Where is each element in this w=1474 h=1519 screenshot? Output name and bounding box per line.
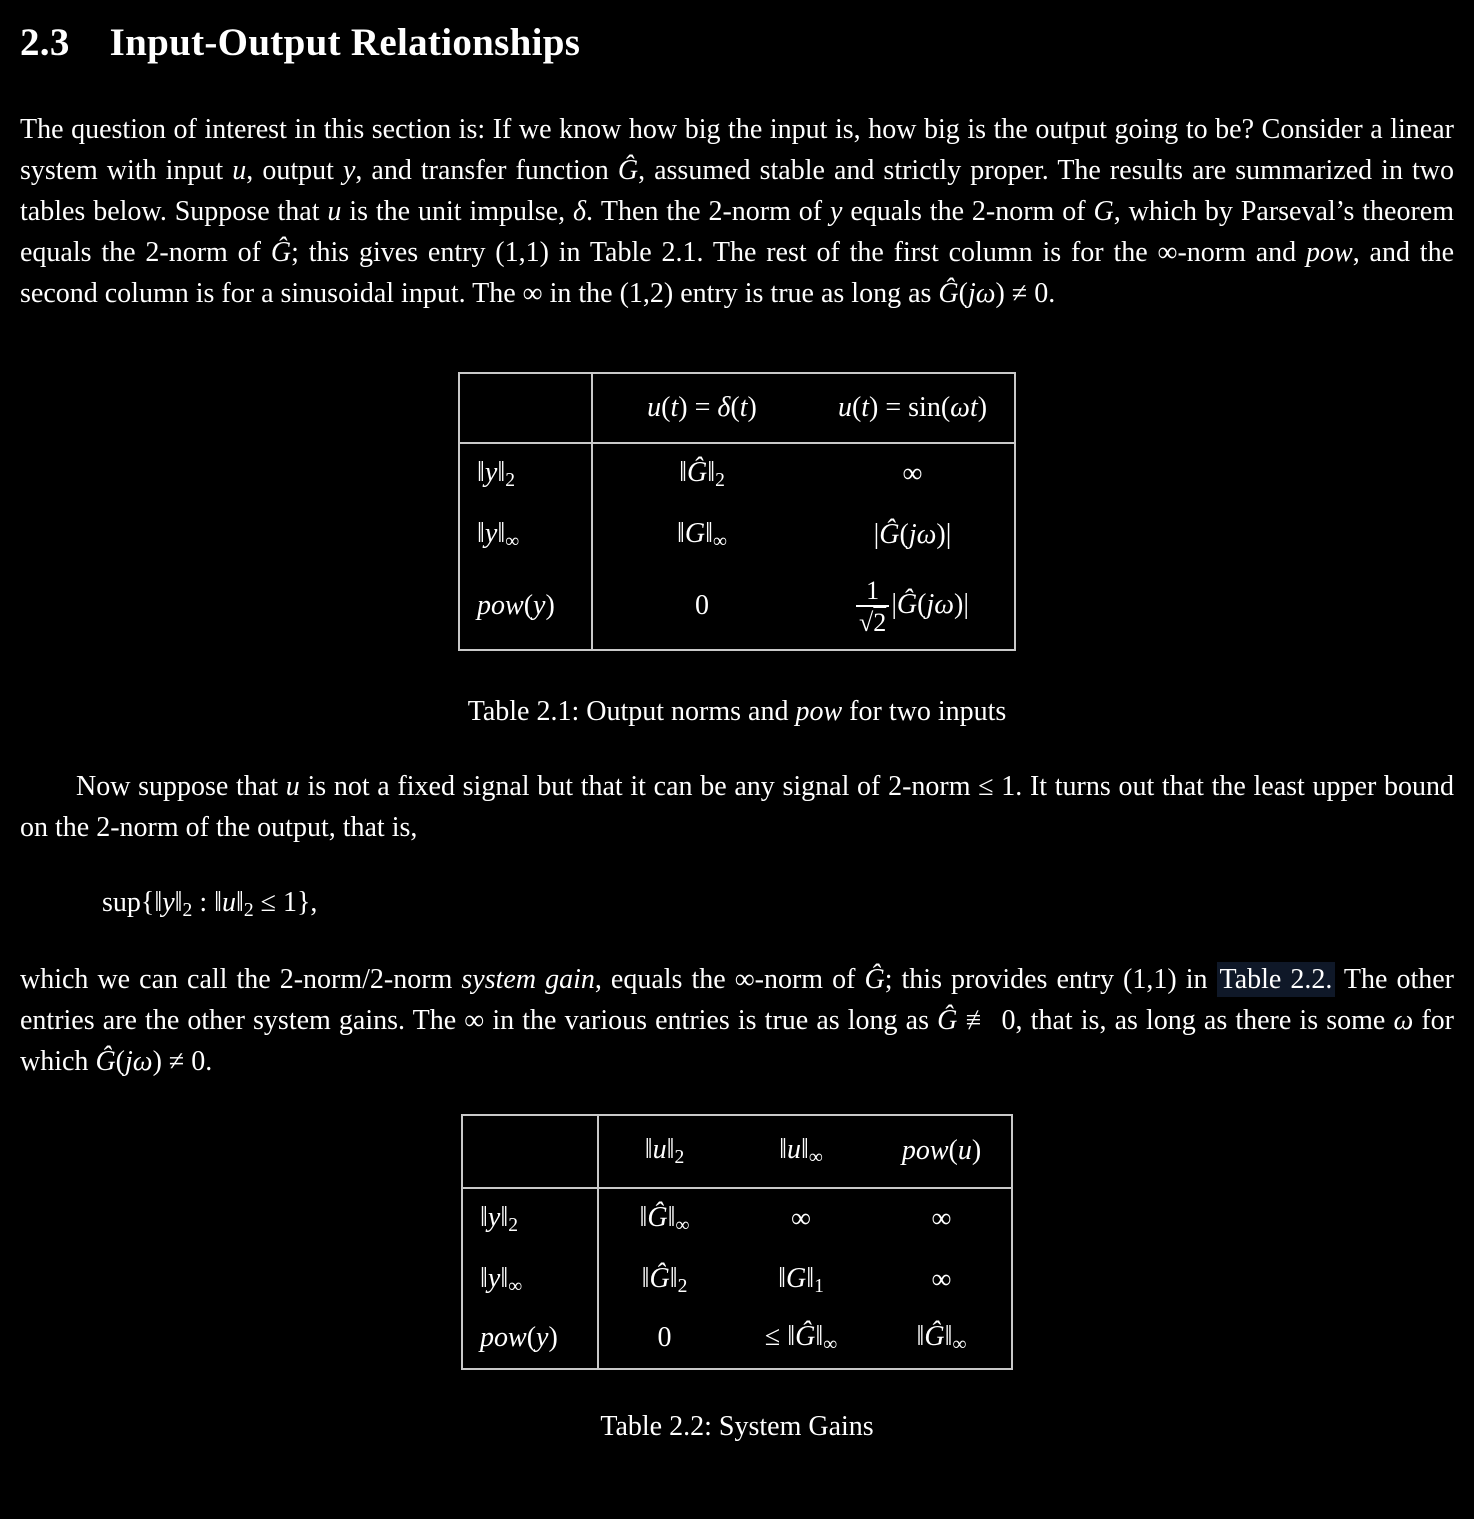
text-run: ‖ bbox=[679, 457, 687, 488]
table-cell bbox=[592, 566, 811, 650]
text-run: ∞ bbox=[508, 1275, 523, 1297]
text-run: jω bbox=[908, 519, 937, 551]
table-2-2-wrapper bbox=[20, 1114, 1454, 1370]
text-run: jω bbox=[926, 588, 955, 620]
text-run: ( bbox=[948, 1135, 958, 1167]
text-run: t bbox=[670, 392, 679, 423]
row-label bbox=[459, 505, 592, 566]
table-row bbox=[462, 1188, 1012, 1250]
text-run: 0 bbox=[695, 590, 709, 622]
table-2-1-wrapper bbox=[20, 372, 1454, 651]
table-2-2-caption bbox=[20, 1406, 1454, 1447]
text-run: ( bbox=[523, 590, 534, 622]
text-run: u bbox=[221, 887, 236, 919]
fraction-denominator bbox=[856, 605, 889, 637]
text-run: ≢ 0, that is, as long as there is some bbox=[957, 1005, 1394, 1037]
table-cell bbox=[811, 566, 1015, 650]
text-run: δ bbox=[573, 196, 587, 227]
text-run: ) bbox=[545, 590, 555, 622]
table-cell bbox=[872, 1311, 1012, 1369]
text-run: The question of interest in this section is: If we know how big the input is, how big is the output going to be? Consider a linear system with input bbox=[20, 114, 1454, 186]
text-run: which we can call the 2-norm/2-norm bbox=[20, 964, 462, 996]
text-run: equals the 2-norm of bbox=[842, 196, 1094, 227]
text-run: Table 2.2: System Gains bbox=[600, 1410, 874, 1442]
table-cell bbox=[811, 443, 1015, 505]
text-run: pow bbox=[477, 590, 524, 622]
text-run: Ĝ bbox=[879, 519, 900, 551]
text-run: ) ≠ 0. bbox=[152, 1046, 213, 1078]
text-run: Table 2.1: Output norms and bbox=[467, 696, 796, 728]
text-run: Ĝ bbox=[617, 155, 639, 186]
table-corner-cell bbox=[462, 1115, 598, 1188]
text-run: ; this gives entry (1,1) in Table 2.1. The rest of the first column is for the ∞-norm and bbox=[291, 237, 1306, 268]
table-cell bbox=[872, 1188, 1012, 1250]
text-run: ( bbox=[661, 392, 671, 423]
text-run: ‖ bbox=[235, 887, 244, 919]
text-run: G bbox=[785, 1262, 807, 1294]
text-run: u bbox=[327, 196, 342, 227]
table-header-row bbox=[459, 373, 1015, 443]
text-run: t bbox=[739, 392, 748, 423]
table-2-2-link[interactable]: Table 2.2. bbox=[1217, 962, 1336, 997]
text-run: ( bbox=[917, 588, 927, 620]
table-cell bbox=[730, 1311, 872, 1369]
text-run: sup{‖ bbox=[102, 887, 163, 919]
text-run: ‖ bbox=[779, 1134, 788, 1166]
section-title: Input-Output Relationships bbox=[109, 21, 581, 64]
table-2-1 bbox=[458, 372, 1016, 651]
row-label bbox=[462, 1250, 598, 1311]
text-run: ) bbox=[747, 392, 757, 423]
text-run: , equals the ∞-norm of bbox=[594, 964, 865, 996]
table-row bbox=[459, 566, 1015, 650]
table-cell bbox=[872, 1250, 1012, 1311]
table-row bbox=[459, 505, 1015, 566]
table-cell bbox=[598, 1311, 730, 1369]
section-number: 2.3 bbox=[20, 21, 70, 64]
text-run: ‖ bbox=[705, 517, 713, 549]
text-run: ) bbox=[548, 1322, 558, 1354]
text-run: ωt bbox=[950, 392, 978, 423]
text-run: ‖ bbox=[497, 457, 506, 488]
table-cell bbox=[592, 443, 811, 505]
text-run: Now suppose that bbox=[76, 771, 286, 803]
text-run: ) = sin( bbox=[869, 392, 951, 423]
text-run: for two inputs bbox=[842, 696, 1007, 728]
text-run: 2 bbox=[182, 900, 193, 922]
table-cell bbox=[598, 1250, 730, 1311]
text-run: y bbox=[830, 196, 843, 227]
text-run: u bbox=[837, 392, 852, 423]
text-run: ( bbox=[526, 1322, 537, 1354]
text-run: ∞ bbox=[952, 1333, 967, 1355]
table-cell bbox=[811, 505, 1015, 566]
table-2-1-caption bbox=[20, 691, 1454, 732]
row-label bbox=[459, 443, 592, 505]
paragraph-gains bbox=[20, 959, 1454, 1082]
text-run: ( bbox=[851, 392, 862, 423]
text-run: y bbox=[533, 590, 546, 622]
text-run: δ bbox=[717, 392, 731, 423]
text-run: ‖ bbox=[477, 457, 485, 488]
text-run: y bbox=[162, 887, 175, 919]
text-run: ) bbox=[971, 1135, 982, 1167]
column-header bbox=[872, 1115, 1012, 1188]
text-run: ) bbox=[977, 392, 988, 423]
text-run: , and transfer function bbox=[355, 155, 618, 186]
text-run: y bbox=[536, 1322, 549, 1354]
row-label bbox=[462, 1311, 598, 1369]
text-run: ‖ bbox=[497, 517, 506, 549]
text-run: ∞ bbox=[902, 458, 923, 490]
text-run: . Then the 2-norm of bbox=[586, 196, 831, 227]
table-cell bbox=[592, 505, 811, 566]
table-header-row bbox=[462, 1115, 1012, 1188]
text-run: ‖ bbox=[669, 1262, 678, 1294]
table-cell bbox=[730, 1250, 872, 1311]
text-run: ∞ bbox=[823, 1333, 838, 1355]
text-run: Ĝ bbox=[647, 1201, 668, 1233]
text-run: ≤ 1}, bbox=[253, 887, 318, 919]
text-run: y bbox=[487, 1201, 501, 1233]
fraction bbox=[856, 576, 889, 637]
text-run: ( bbox=[899, 519, 909, 551]
text-run: Ĝ bbox=[896, 588, 918, 620]
text-run: pow bbox=[1306, 237, 1353, 268]
text-run: y bbox=[484, 517, 498, 549]
text-run: pow bbox=[480, 1322, 527, 1354]
text-run: ‖ bbox=[500, 1201, 509, 1233]
text-run: Ĝ bbox=[795, 1320, 816, 1352]
text-run: 1 bbox=[814, 1275, 824, 1297]
radicand: 2 bbox=[873, 607, 887, 637]
text-run: 2 bbox=[508, 1214, 518, 1236]
text-run: jω bbox=[125, 1046, 153, 1078]
text-run: 2 bbox=[677, 1275, 688, 1297]
paragraph-middle bbox=[20, 766, 1454, 848]
table-row bbox=[459, 443, 1015, 505]
text-run: ‖ bbox=[480, 1201, 488, 1233]
text-run: 0 bbox=[657, 1322, 672, 1354]
text-run: Ĝ bbox=[864, 964, 885, 996]
text-run: ‖ bbox=[815, 1320, 824, 1352]
text-run: ‖ bbox=[644, 1134, 653, 1166]
text-run: ‖ bbox=[677, 517, 685, 549]
text-run: The other entries are the other system gains. The ∞ in the various entries is true as long as bbox=[20, 964, 1454, 1037]
text-run: Ĝ bbox=[649, 1262, 670, 1294]
row-label bbox=[462, 1188, 598, 1250]
text-run: : ‖ bbox=[192, 887, 222, 919]
text-run: Ĝ bbox=[924, 1320, 945, 1352]
text-run: y bbox=[484, 457, 498, 488]
radical-sign: √ bbox=[859, 607, 874, 637]
table-corner-cell bbox=[459, 373, 592, 443]
text-run: , output bbox=[246, 155, 343, 186]
text-run: u bbox=[285, 771, 300, 803]
text-run: y bbox=[342, 155, 356, 186]
text-run: for which bbox=[20, 1005, 1454, 1078]
text-run: ‖ bbox=[806, 1262, 815, 1294]
text-run: ‖ bbox=[174, 887, 183, 919]
text-run: u bbox=[647, 392, 662, 423]
text-run: ‖ bbox=[641, 1262, 650, 1294]
text-run: , and the second column is for a sinusoidal input. The ∞ in the (1,2) entry is true as long as bbox=[20, 237, 1454, 309]
text-run: system gain bbox=[461, 964, 595, 996]
text-run: u bbox=[957, 1135, 972, 1167]
text-run: ω bbox=[1393, 1005, 1414, 1037]
equation-sup-norm bbox=[102, 880, 1454, 933]
text-run: ; this provides entry (1,1) in bbox=[884, 964, 1217, 996]
text-run: Ĝ bbox=[686, 457, 708, 488]
text-run: ‖ bbox=[916, 1320, 925, 1352]
text-run: , assumed stable and strictly proper. The results are summarized in two tables below. Suppose that bbox=[20, 155, 1454, 227]
cell-expression bbox=[891, 589, 969, 620]
text-run: 2 bbox=[505, 469, 515, 491]
text-run: 2 bbox=[715, 469, 725, 491]
text-run: ∞ bbox=[931, 1203, 952, 1235]
text-run: ‖ bbox=[801, 1134, 809, 1166]
text-run: Ĝ bbox=[937, 1005, 958, 1037]
text-run: ∞ bbox=[713, 530, 727, 552]
text-run: ‖ bbox=[666, 1134, 675, 1166]
table-row bbox=[462, 1250, 1012, 1311]
text-run: )| bbox=[954, 588, 969, 620]
text-run: ‖ bbox=[639, 1201, 648, 1233]
text-run: u bbox=[232, 155, 247, 186]
text-run: Ĝ bbox=[95, 1046, 116, 1078]
text-run: ‖ bbox=[480, 1262, 488, 1294]
table-cell bbox=[598, 1188, 730, 1250]
text-run: pow bbox=[795, 696, 843, 728]
table-row bbox=[462, 1311, 1012, 1369]
text-run: t bbox=[861, 392, 870, 423]
fraction-numerator: 1 bbox=[866, 575, 880, 605]
section-heading bbox=[20, 20, 1454, 65]
text-run: ∞ bbox=[808, 1146, 823, 1168]
text-run: ∞ bbox=[931, 1264, 952, 1296]
text-run: ‖ bbox=[500, 1262, 509, 1294]
text-run: pow bbox=[901, 1135, 949, 1167]
text-run: ) = bbox=[678, 392, 718, 423]
text-run: u bbox=[652, 1134, 667, 1166]
table-2-2 bbox=[461, 1114, 1013, 1370]
text-run: is not a fixed signal but that it can be any signal of 2-norm ≤ 1. It turns out that the least upper bound on the 2-norm of the output, that is, bbox=[20, 771, 1454, 844]
text-run: ∞ bbox=[505, 530, 520, 552]
text-run: 2 bbox=[243, 900, 254, 922]
text-run: | bbox=[873, 519, 880, 551]
column-header bbox=[598, 1115, 730, 1188]
text-run: | bbox=[891, 588, 897, 620]
text-run: Ĝ bbox=[270, 237, 292, 268]
text-run: jω bbox=[967, 278, 996, 309]
text-run: ‖ bbox=[707, 457, 716, 488]
text-run: ∞ bbox=[675, 1214, 690, 1236]
text-run: ( bbox=[115, 1046, 125, 1078]
text-run: ‖ bbox=[667, 1201, 676, 1233]
text-run: , which by Parseval’s theorem equals the 2-norm of bbox=[20, 196, 1454, 268]
text-run: ‖ bbox=[778, 1262, 786, 1294]
text-run: G bbox=[1093, 196, 1114, 227]
text-run: u bbox=[787, 1134, 802, 1166]
table-cell bbox=[730, 1188, 872, 1250]
row-label bbox=[459, 566, 592, 650]
text-run: G bbox=[684, 517, 706, 549]
text-run: ∞ bbox=[791, 1203, 811, 1235]
column-header bbox=[730, 1115, 872, 1188]
text-run: ( bbox=[730, 392, 740, 423]
column-header bbox=[811, 373, 1015, 443]
text-run: is the unit impulse, bbox=[341, 196, 574, 227]
text-run: ≤ ‖ bbox=[764, 1320, 796, 1352]
text-run: 2 bbox=[674, 1146, 685, 1168]
text-run: ) ≠ 0. bbox=[995, 278, 1056, 309]
text-run: y bbox=[487, 1262, 501, 1294]
paragraph-intro bbox=[20, 109, 1454, 314]
text-run: )| bbox=[936, 519, 952, 551]
text-run: ‖ bbox=[477, 517, 485, 549]
text-run: Ĝ bbox=[938, 278, 959, 309]
text-run: ( bbox=[958, 278, 968, 309]
text-run: ‖ bbox=[944, 1320, 953, 1352]
column-header bbox=[592, 373, 811, 443]
